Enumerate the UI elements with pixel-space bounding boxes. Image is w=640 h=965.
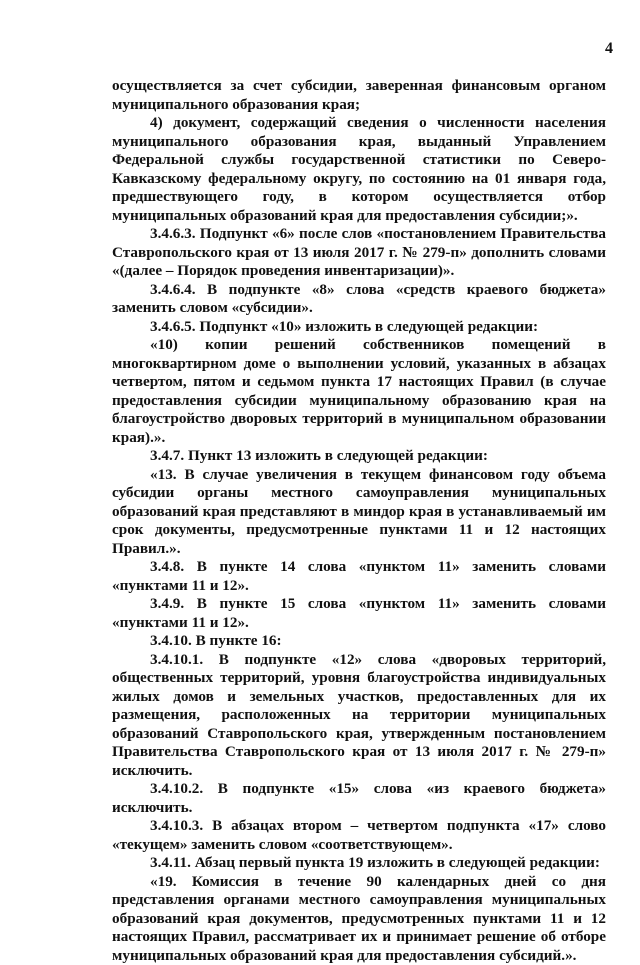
paragraph-15: 3.4.11. Абзац первый пункта 19 изложить в следующей редакции: bbox=[112, 854, 606, 873]
paragraph-14: 3.4.10.3. В абзацах втором – четвертом подпункта «17» слово «текущем» заменить словом «соответствующем». bbox=[112, 817, 606, 854]
paragraph-5: 3.4.6.5. Подпункт «10» изложить в следующей редакции: bbox=[112, 318, 606, 337]
paragraph-4: 3.4.6.4. В подпункте «8» слова «средств краевого бюджета» заменить словом «субсидии». bbox=[112, 281, 606, 318]
paragraph-11: 3.4.10. В пункте 16: bbox=[112, 632, 606, 651]
paragraph-16: «19. Комиссия в течение 90 календарных дней со дня представления органами местного самоуправления муниципальных образований края документов, предусмотренных пунктами 11 и 12 настоящих Правил, рассматривает их и принимает решение об отборе муниципальных образований края для предоставления субсидий.». bbox=[112, 873, 606, 965]
paragraph-9: 3.4.8. В пункте 14 слова «пунктом 11» заменить словами «пунктами 11 и 12». bbox=[112, 558, 606, 595]
paragraph-10: 3.4.9. В пункте 15 слова «пунктом 11» заменить словами «пунктами 11 и 12». bbox=[112, 595, 606, 632]
paragraph-7: 3.4.7. Пункт 13 изложить в следующей редакции: bbox=[112, 447, 606, 466]
paragraph-1: осуществляется за счет субсидии, заверенная финансовым органом муниципального образования края; bbox=[112, 77, 606, 114]
paragraph-6: «10) копии решений собственников помещений в многоквартирном доме о выполнении условий, указанных в абзацах четвертом, пятом и седьмом пункта 17 настоящих Правил (в случае предоставления субсидии муниципальному образованию края на благоустройство дворовых территорий в муниципальном образовании края).». bbox=[112, 336, 606, 447]
paragraph-12: 3.4.10.1. В подпункте «12» слова «дворовых территорий, общественных территорий, уровня благоустройства индивидуальных жилых домов и земельных участков, предоставленных для их размещения, расположенных на территории муниципальных образований Ставропольского края, утвержденным постановлением Правительства Ставропольского края от 13 июля 2017 г. № 279-п» исключить. bbox=[112, 651, 606, 781]
document-body bbox=[112, 77, 606, 965]
paragraph-8: «13. В случае увеличения в текущем финансовом году объема субсидии органы местного самоуправления муниципальных образований края представляют в миндор края в устанавливаемый им срок документы, предусмотренные пунктами 11 и 12 настоящих Правил.». bbox=[112, 466, 606, 559]
page-number: 4 bbox=[605, 40, 613, 58]
paragraph-2: 4) документ, содержащий сведения о численности населения муниципального образования края, выданный Управлением Федеральной службы государственной статистики по Северо-Кавказскому федеральному округу, по состоянию на 01 января года, предшествующего году, в котором осуществляется отбор муниципальных образований края для предоставления субсидии;». bbox=[112, 114, 606, 225]
paragraph-3: 3.4.6.3. Подпункт «6» после слов «постановлением Правительства Ставропольского края от 13 июля 2017 г. № 279-п» дополнить словами «(далее – Порядок проведения инвентаризации)». bbox=[112, 225, 606, 281]
paragraph-13: 3.4.10.2. В подпункте «15» слова «из краевого бюджета» исключить. bbox=[112, 780, 606, 817]
